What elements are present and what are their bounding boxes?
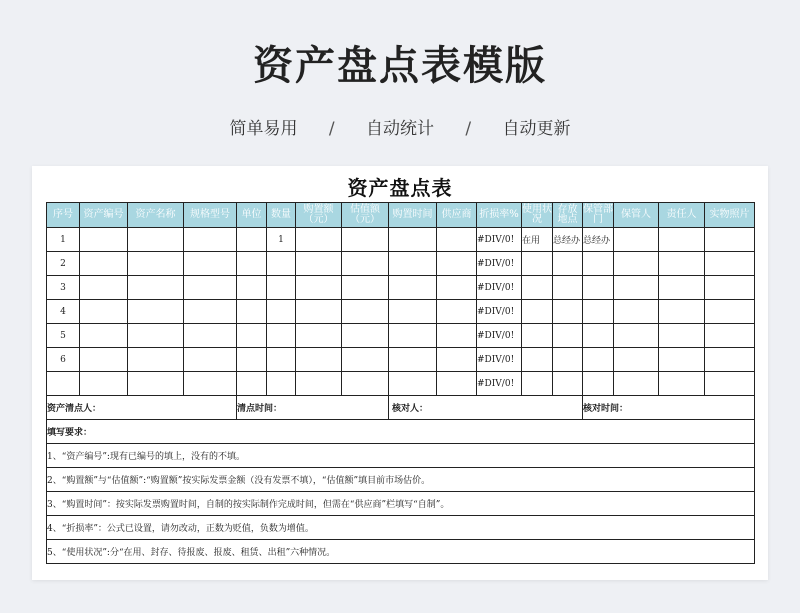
cell-empty — [614, 372, 659, 396]
banner-subtitle — [0, 114, 800, 139]
cell-dept — [583, 300, 614, 324]
cell-empty — [614, 324, 659, 348]
asset-table — [46, 202, 755, 564]
cell-empty — [184, 252, 237, 276]
cell-dept: 总经办 — [583, 228, 614, 252]
cell-empty — [342, 252, 389, 276]
cell-depreciation: #DIV/0! — [477, 348, 522, 372]
cell-seq: 6 — [47, 348, 80, 372]
cell-depreciation: #DIV/0! — [477, 300, 522, 324]
col-header-asset-name: 资产名称 — [128, 203, 184, 228]
col-header-seq: 序号 — [47, 203, 80, 228]
cell-qty — [267, 276, 296, 300]
col-header-status: 使用状况 — [522, 203, 553, 228]
banner-separator: / — [465, 119, 472, 139]
cell-empty — [237, 252, 267, 276]
cell-empty — [437, 348, 477, 372]
header-row — [47, 203, 755, 228]
cell-qty — [267, 300, 296, 324]
cell-empty — [128, 228, 184, 252]
cell-empty — [389, 372, 437, 396]
cell-empty — [389, 300, 437, 324]
cell-location — [553, 348, 583, 372]
cell-empty — [659, 300, 705, 324]
cell-empty — [237, 372, 267, 396]
col-header-purchase-amount: 购置额（元） — [296, 203, 342, 228]
cell-location — [553, 276, 583, 300]
cell-empty — [296, 324, 342, 348]
sheet-title: 资产盘点表 — [347, 176, 453, 200]
cell-empty — [80, 276, 128, 300]
cell-seq: 5 — [47, 324, 80, 348]
cell-seq: 2 — [47, 252, 80, 276]
cell-empty — [237, 276, 267, 300]
cell-qty: 1 — [267, 228, 296, 252]
requirement-row — [47, 444, 755, 468]
cell-empty — [237, 348, 267, 372]
cell-empty — [128, 372, 184, 396]
cell-empty — [614, 348, 659, 372]
cell-empty — [614, 276, 659, 300]
cell-empty — [705, 228, 755, 252]
col-header-purchase-time: 购置时间 — [389, 203, 437, 228]
cell-empty — [128, 252, 184, 276]
signoff-count-time: 清点时间： — [237, 396, 389, 420]
col-header-qty: 数量 — [267, 203, 296, 228]
cell-dept — [583, 372, 614, 396]
table-row — [47, 324, 755, 348]
table-row — [47, 252, 755, 276]
cell-seq: 1 — [47, 228, 80, 252]
cell-empty — [80, 252, 128, 276]
col-header-keeper: 保管人 — [614, 203, 659, 228]
table-row — [47, 276, 755, 300]
cell-status — [522, 324, 553, 348]
table-row — [47, 372, 755, 396]
cell-depreciation: #DIV/0! — [477, 276, 522, 300]
signoff-check-time: 核对时间： — [583, 396, 755, 420]
col-header-responsible: 责任人 — [659, 203, 705, 228]
cell-empty — [389, 276, 437, 300]
cell-empty — [659, 252, 705, 276]
cell-empty — [437, 228, 477, 252]
requirement-text: 3、“购置时间”：按实际发票购置时间，自制的按实际制作完成时间，但需在“供应商”栏填写“自制”。 — [47, 492, 755, 516]
spreadsheet-preview — [32, 166, 768, 580]
cell-empty — [659, 372, 705, 396]
cell-empty — [296, 228, 342, 252]
col-header-depreciation: 折损率% — [477, 203, 522, 228]
col-header-dept: 保管部门 — [583, 203, 614, 228]
requirements-heading-row — [47, 420, 755, 444]
banner-tag: 简单易用 — [229, 119, 298, 139]
cell-empty — [296, 252, 342, 276]
cell-empty — [296, 372, 342, 396]
cell-empty — [389, 252, 437, 276]
cell-location — [553, 252, 583, 276]
cell-empty — [342, 228, 389, 252]
cell-empty — [342, 372, 389, 396]
cell-empty — [184, 372, 237, 396]
banner-separator: / — [328, 119, 335, 139]
cell-seq — [47, 372, 80, 396]
cell-empty — [184, 348, 237, 372]
cell-status — [522, 276, 553, 300]
cell-status: 在用 — [522, 228, 553, 252]
requirement-text: 2、“购置额”与“估值额”:“购置额”按实际发票金额（没有发票不填），“估值额”填目前市场估价。 — [47, 468, 755, 492]
cell-empty — [237, 300, 267, 324]
cell-empty — [437, 300, 477, 324]
cell-empty — [437, 252, 477, 276]
cell-empty — [80, 372, 128, 396]
cell-empty — [389, 324, 437, 348]
col-header-valuation: 估值额（元） — [342, 203, 389, 228]
cell-empty — [389, 348, 437, 372]
cell-empty — [184, 300, 237, 324]
cell-empty — [296, 300, 342, 324]
cell-empty — [342, 276, 389, 300]
cell-empty — [437, 372, 477, 396]
signoff-checker: 核对人： — [389, 396, 583, 420]
cell-qty — [267, 324, 296, 348]
cell-empty — [705, 324, 755, 348]
col-header-unit: 单位 — [237, 203, 267, 228]
cell-seq: 3 — [47, 276, 80, 300]
col-header-supplier: 供应商 — [437, 203, 477, 228]
cell-empty — [296, 276, 342, 300]
signoff-row — [47, 396, 755, 420]
col-header-spec: 规格型号 — [184, 203, 237, 228]
requirement-row — [47, 468, 755, 492]
cell-empty — [389, 228, 437, 252]
cell-empty — [128, 324, 184, 348]
banner-title: 资产盘点表模版 — [253, 43, 547, 89]
col-header-photo: 实物照片 — [705, 203, 755, 228]
cell-seq: 4 — [47, 300, 80, 324]
cell-empty — [128, 300, 184, 324]
cell-empty — [705, 300, 755, 324]
table-row — [47, 348, 755, 372]
cell-empty — [296, 348, 342, 372]
cell-empty — [705, 276, 755, 300]
requirement-row — [47, 540, 755, 564]
col-header-asset-no: 资产编号 — [80, 203, 128, 228]
table-row — [47, 228, 755, 252]
cell-empty — [184, 324, 237, 348]
cell-empty — [342, 324, 389, 348]
cell-location — [553, 300, 583, 324]
requirement-text: 4、“折损率”：公式已设置，请勿改动，正数为贬值，负数为增值。 — [47, 516, 755, 540]
cell-empty — [184, 228, 237, 252]
signoff-counter: 资产清点人： — [47, 396, 237, 420]
cell-empty — [342, 300, 389, 324]
requirement-row — [47, 492, 755, 516]
requirements-heading: 填写要求： — [47, 420, 755, 444]
cell-empty — [80, 324, 128, 348]
cell-empty — [614, 300, 659, 324]
cell-qty — [267, 348, 296, 372]
banner-tag: 自动统计 — [366, 119, 434, 139]
cell-status — [522, 252, 553, 276]
cell-dept — [583, 276, 614, 300]
cell-dept — [583, 252, 614, 276]
cell-empty — [80, 300, 128, 324]
cell-empty — [614, 252, 659, 276]
cell-depreciation: #DIV/0! — [477, 324, 522, 348]
cell-depreciation: #DIV/0! — [477, 252, 522, 276]
cell-empty — [184, 276, 237, 300]
cell-empty — [705, 348, 755, 372]
cell-empty — [614, 228, 659, 252]
cell-empty — [659, 228, 705, 252]
requirement-text: 1、“资产编号”:现有已编号的填上，没有的不填。 — [47, 444, 755, 468]
cell-dept — [583, 324, 614, 348]
cell-location — [553, 324, 583, 348]
cell-empty — [237, 324, 267, 348]
requirement-text: 5、“使用状况”:分“在用、封存、待报废、报废、租赁、出租”六种情况。 — [47, 540, 755, 564]
cell-dept — [583, 348, 614, 372]
cell-empty — [342, 348, 389, 372]
cell-empty — [128, 276, 184, 300]
cell-qty — [267, 372, 296, 396]
cell-location: 总经办 — [553, 228, 583, 252]
table-row — [47, 300, 755, 324]
cell-empty — [659, 276, 705, 300]
cell-empty — [80, 228, 128, 252]
cell-empty — [80, 348, 128, 372]
cell-empty — [237, 228, 267, 252]
cell-depreciation: #DIV/0! — [477, 228, 522, 252]
cell-status — [522, 372, 553, 396]
cell-empty — [659, 348, 705, 372]
cell-status — [522, 348, 553, 372]
cell-empty — [437, 276, 477, 300]
banner-tag: 自动更新 — [502, 119, 571, 139]
cell-empty — [705, 252, 755, 276]
cell-empty — [705, 372, 755, 396]
requirement-row — [47, 516, 755, 540]
cell-empty — [659, 324, 705, 348]
cell-status — [522, 300, 553, 324]
cell-depreciation: #DIV/0! — [477, 372, 522, 396]
cell-empty — [437, 324, 477, 348]
cell-empty — [128, 348, 184, 372]
cell-location — [553, 372, 583, 396]
col-header-location: 存放地点 — [553, 203, 583, 228]
cell-qty — [267, 252, 296, 276]
